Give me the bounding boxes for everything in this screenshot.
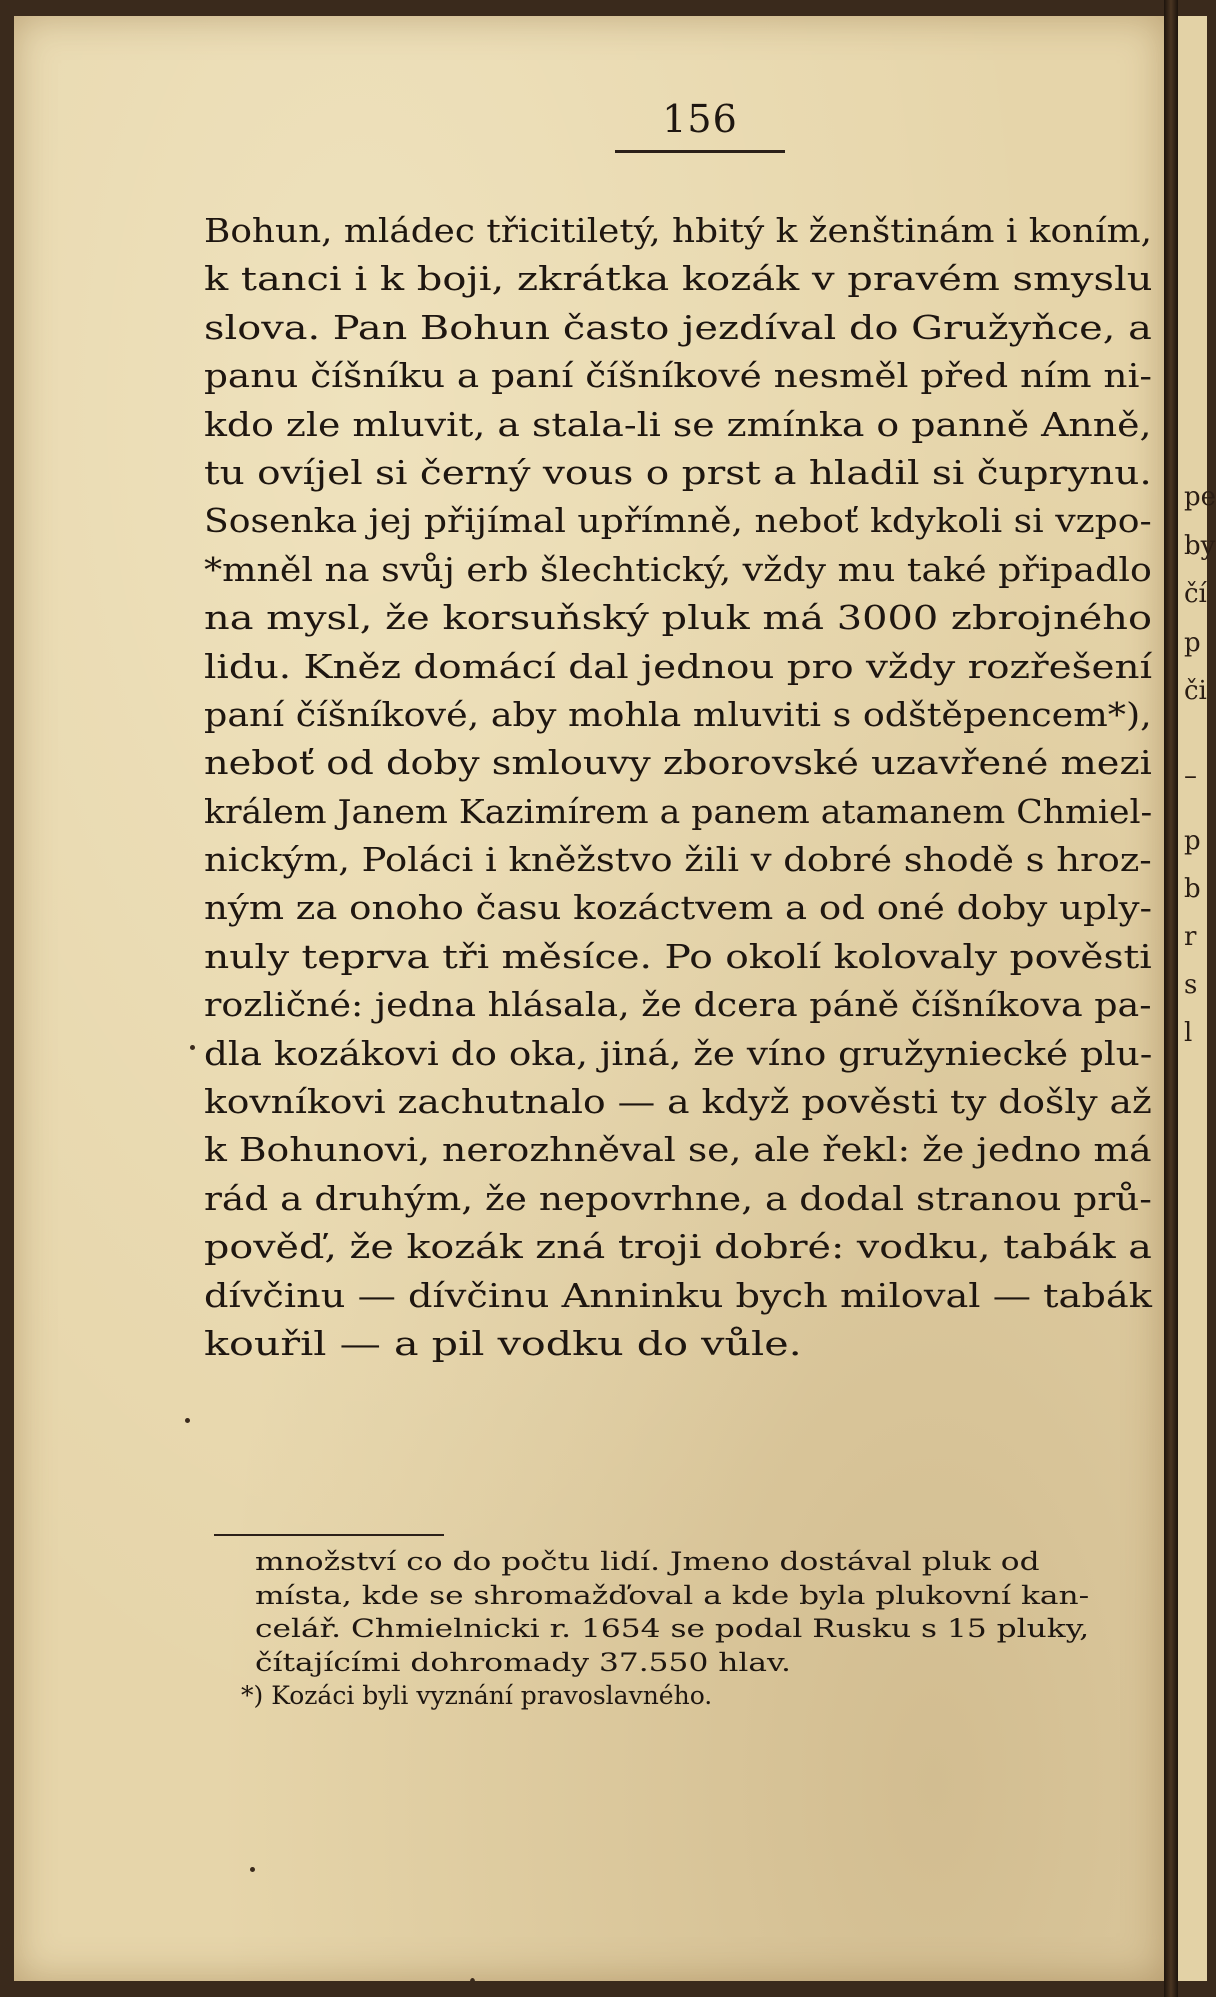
text-line: na mysl, že korsuňský pluk má 3000 zbrojného <box>204 598 1153 638</box>
text-line: nuly teprva tři měsíce. Po okolí kolovaly pověsti <box>204 936 1152 976</box>
footnotes <box>241 1545 1175 1713</box>
facing-page-fragment: by <box>1184 531 1216 561</box>
footnote-note: *) Kozáci byli vyznání pravoslavného. <box>241 1681 713 1710</box>
text-line: *mněl na svůj erb šlechtický, vždy mu také připadlo <box>204 549 1152 589</box>
page-number: 156 <box>662 97 738 141</box>
page-header <box>610 97 790 153</box>
text-line: kdo zle mluvit, a stala-li se zmínka o panně Anně, <box>204 404 1152 444</box>
text-line: slova. Pan Bohun často jezdíval do Gružyňce, a <box>204 307 1152 347</box>
text-line: dla kozákovi do oka, jiná, že víno gružyniecké plu- <box>204 1033 1153 1073</box>
facing-page-fragment: či <box>1184 676 1207 706</box>
facing-page-fragment: pe <box>1184 482 1216 512</box>
text-line: kovníkovi zachutnalo — a když pověsti ty došly až <box>204 1082 1152 1122</box>
facing-page-fragment: čí <box>1184 579 1207 609</box>
facing-page-fragment: l <box>1184 1018 1193 1048</box>
body-text <box>204 207 1174 1368</box>
facing-page-fragment: b <box>1184 874 1201 904</box>
text-line: králem Janem Kazimírem a panem atamanem Chmiel- <box>204 791 1153 831</box>
text-line: pověď, že kozák zná troji dobré: vodku, tabák a <box>204 1227 1152 1267</box>
text-line: lidu. Kněz domácí dal jednou pro vždy rozřešení <box>204 646 1153 686</box>
text-line: dívčinu — dívčinu Anninku bych miloval — tabák <box>204 1275 1152 1315</box>
facing-page-fragment: r <box>1184 922 1197 952</box>
facing-page-fragment: s <box>1184 970 1198 1000</box>
facing-page-fragment: p <box>1184 628 1201 658</box>
text-line: Bohun, mládec třicitiletý, hbitý k ženštinám i koním, <box>204 211 1152 250</box>
text-line: k tanci i k boji, zkrátka kozák v pravém smyslu <box>204 259 1153 299</box>
text-line: rozličné: jedna hlásala, že dcera páně číšníkova pa- <box>204 985 1152 1025</box>
text-line: panu číšníku a paní číšníkové nesměl před ním ni- <box>204 356 1153 396</box>
facing-page-fragment: – <box>1184 761 1197 791</box>
paper-speck <box>250 1867 255 1872</box>
paper-speck <box>470 1978 475 1985</box>
text-line: k Bohunovi, nerozhněval se, ale řekl: že jedno má <box>204 1130 1152 1170</box>
text-line: Sosenka jej přijímal upřímně, neboť kdykoli si vzpo- <box>204 501 1152 541</box>
footnote-line: celář. Chmielnicki r. 1654 se podal Rusku s 15 pluky, <box>255 1614 1090 1643</box>
footnote-line: čítajícími dohromady 37.550 hlav. <box>255 1647 791 1677</box>
text-line: tu ovíjel si černý vous o prst a hladil si čuprynu. <box>204 452 1152 492</box>
text-line: nickým, Poláci i kněžstvo žili v dobré shodě s hroz- <box>204 840 1152 880</box>
footnote-line: místa, kde se shromažďoval a kde byla plukovní kan- <box>255 1580 1090 1610</box>
text-line: paní číšníkové, aby mohla mluviti s odštěpencem*), <box>204 694 1152 734</box>
header-rule <box>615 150 785 153</box>
facing-page-fragment: p <box>1184 826 1201 856</box>
footnote-rule <box>214 1534 444 1536</box>
paper-speck <box>190 1045 195 1050</box>
footnote-line: množství co do počtu lidí. Jmeno dostával pluk od <box>255 1547 1040 1576</box>
text-line: ným za onoho času kozáctvem a od oné doby uply- <box>204 888 1153 928</box>
facing-page-edge <box>1178 16 1216 1981</box>
text-line: kouřil — a pil vodku do vůle. <box>204 1323 802 1363</box>
text-line: rád a druhým, že nepovrhne, a dodal stranou prů- <box>204 1178 1152 1218</box>
text-line: neboť od doby smlouvy zborovské uzavřené mezi <box>204 743 1152 783</box>
paper-speck <box>185 1418 190 1423</box>
